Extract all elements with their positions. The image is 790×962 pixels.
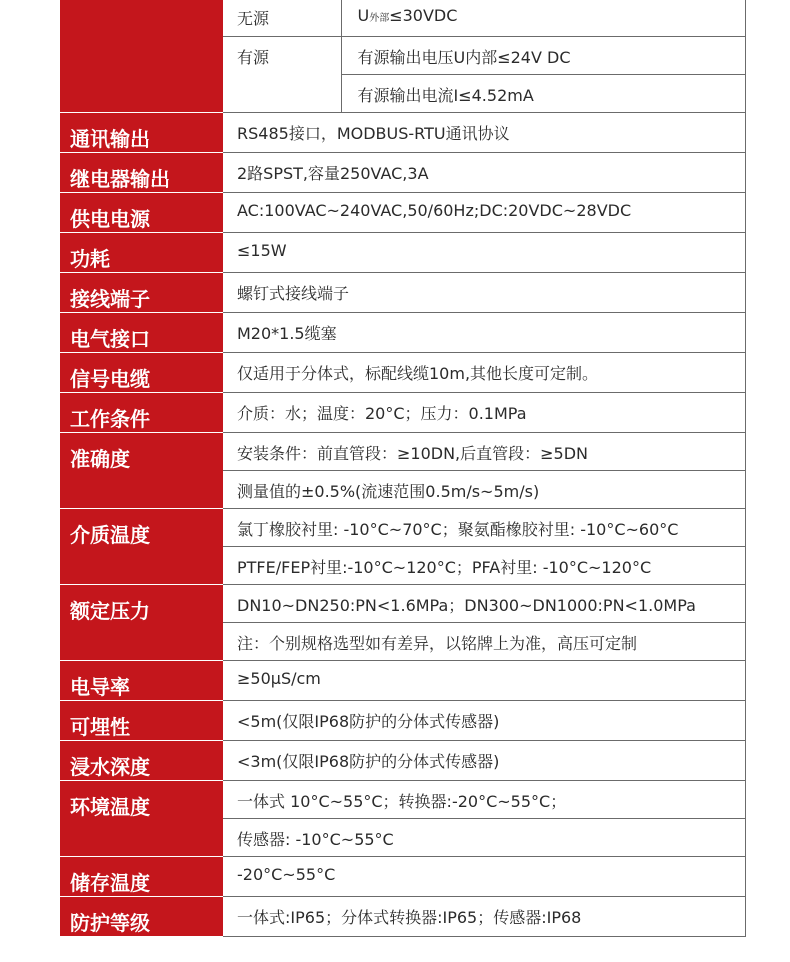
output-passive-label: 无源: [223, 0, 341, 36]
spec-label: 介质温度: [60, 508, 223, 584]
output-active-current: 有源输出电流I≤4.52mA: [341, 74, 746, 112]
spec-label: 浸水深度: [60, 740, 223, 780]
spec-value: 仅适用于分体式，标配线缆10m,其他长度可定制。: [223, 352, 746, 392]
spec-label: 继电器输出: [60, 152, 223, 192]
spec-label: 工作条件: [60, 392, 223, 432]
spec-label: 可埋性: [60, 700, 223, 740]
spec-value: 安装条件：前直管段：≥10DN,后直管段：≥5DN: [223, 432, 746, 470]
spec-value: DN10~DN250:PN<1.6MPa；DN300~DN1000:PN<1.0MPa: [223, 584, 746, 622]
spec-value: 一体式:IP65；分体式转换器:IP65；传感器:IP68: [223, 896, 746, 936]
spec-value: RS485接口，MODBUS-RTU通讯协议: [223, 112, 746, 152]
passive-value-rest: ≤30VDC: [389, 6, 458, 25]
table-row: [60, 660, 746, 700]
spec-label: 环境温度: [60, 780, 223, 856]
spec-label: 电气接口: [60, 312, 223, 352]
spec-table: [60, 0, 746, 937]
output-active-label: 有源: [223, 36, 341, 112]
spec-value: -20°C~55°C: [223, 856, 746, 896]
table-row: [60, 740, 746, 780]
spec-value: PTFE/FEP衬里:-10°C~120°C；PFA衬里: -10°C~120°C: [223, 546, 746, 584]
spec-label: 电导率: [60, 660, 223, 700]
output-label-cell: [60, 0, 223, 112]
spec-label: 通讯输出: [60, 112, 223, 152]
table-row: [60, 700, 746, 740]
table-row: [60, 352, 746, 392]
spec-value: M20*1.5缆塞: [223, 312, 746, 352]
spec-label: 储存温度: [60, 856, 223, 896]
table-row: [60, 152, 746, 192]
passive-value-prefix: U: [357, 6, 370, 25]
spec-value: 传感器: -10°C~55°C: [223, 818, 746, 856]
spec-label: 额定压力: [60, 584, 223, 660]
table-row: [60, 508, 746, 546]
table-row: [60, 432, 746, 470]
table-row: [60, 392, 746, 432]
spec-value: 2路SPST,容量250VAC,3A: [223, 152, 746, 192]
spec-value: 螺钉式接线端子: [223, 272, 746, 312]
table-row: [60, 584, 746, 622]
spec-value: ≥50μS/cm: [223, 660, 746, 700]
spec-value: 一体式 10°C~55°C；转换器:-20°C~55°C；: [223, 780, 746, 818]
spec-label: 功耗: [60, 232, 223, 272]
table-row: [60, 856, 746, 896]
spec-value: <3m(仅限IP68防护的分体式传感器): [223, 740, 746, 780]
spec-value: 注：个别规格选型如有差异，以铭牌上为准，高压可定制: [223, 622, 746, 660]
spec-value: 介质：水；温度：20°C；压力：0.1MPa: [223, 392, 746, 432]
output-active-voltage: 有源输出电压U内部≤24V DC: [341, 36, 746, 74]
table-row: [60, 272, 746, 312]
spec-label: 防护等级: [60, 896, 223, 936]
spec-value: 测量值的±0.5%(流速范围0.5m/s~5m/s): [223, 470, 746, 508]
spec-label: 供电电源: [60, 192, 223, 232]
table-row: [60, 192, 746, 232]
table-row: [60, 312, 746, 352]
table-row: [60, 896, 746, 936]
table-row: [60, 780, 746, 818]
spec-label: 准确度: [60, 432, 223, 508]
table-row: [60, 232, 746, 272]
passive-value-sub: 外部: [369, 13, 390, 24]
output-passive-value: [341, 0, 746, 36]
spec-label: 信号电缆: [60, 352, 223, 392]
table-row: [60, 112, 746, 152]
spec-value: ≤15W: [223, 232, 746, 272]
table-row: [60, 0, 746, 36]
spec-value: 氯丁橡胶衬里: -10°C~70°C；聚氨酯橡胶衬里: -10°C~60°C: [223, 508, 746, 546]
spec-value: AC:100VAC~240VAC,50/60Hz;DC:20VDC~28VDC: [223, 192, 746, 232]
spec-label: 接线端子: [60, 272, 223, 312]
spec-value: <5m(仅限IP68防护的分体式传感器): [223, 700, 746, 740]
